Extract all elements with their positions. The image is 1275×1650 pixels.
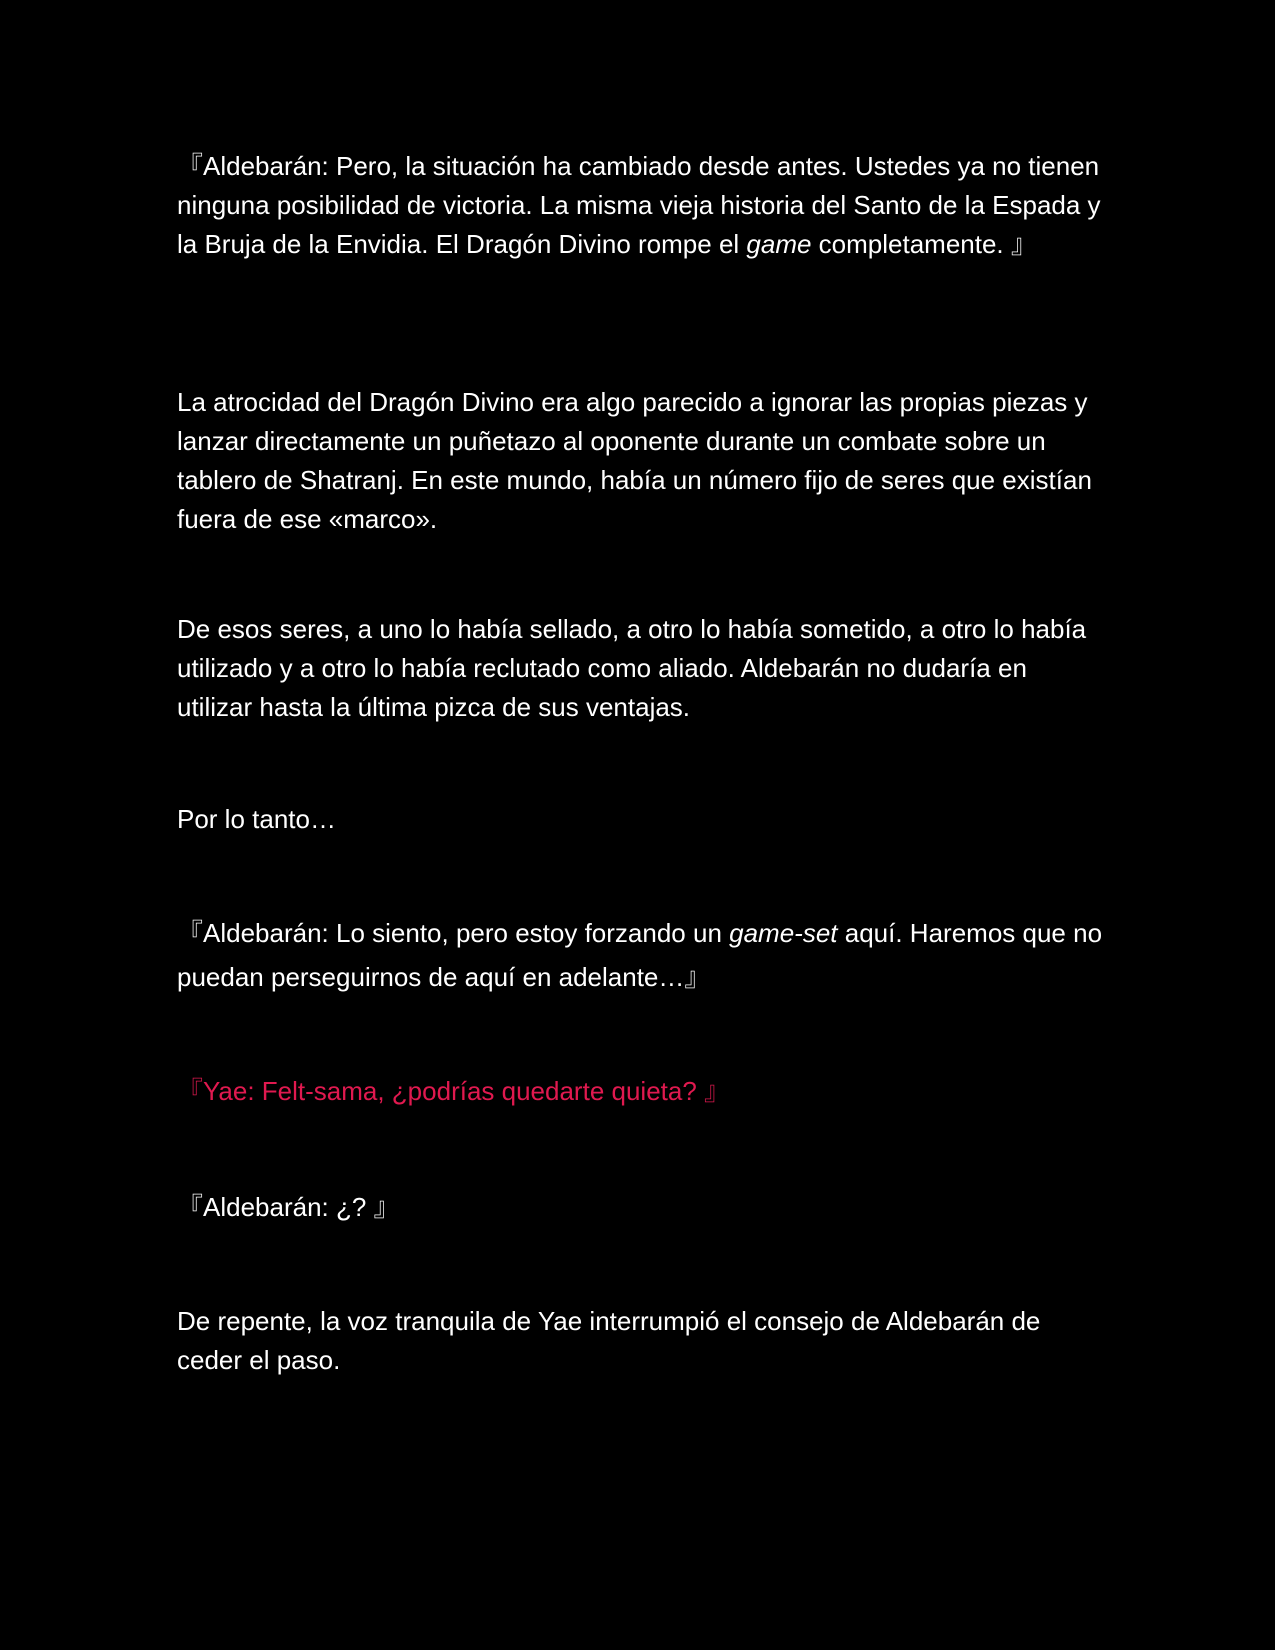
dialogue-text: completamente. 』 (811, 229, 1037, 259)
italic-term: game (746, 229, 812, 259)
narration-paragraph: Por lo tanto… (177, 804, 336, 834)
dialogue-yae: 『Yae: Felt-sama, ¿podrías quedarte quieta? 』 (177, 1076, 731, 1106)
dialogue-text: 『Aldebarán: Pero, la situación ha cambiado desde antes. Ustedes ya no tienen ninguna posibilidad de victoria. La misma vieja historia del Santo de la Espada y la Bruja de la Envidia. El Dragón Divino rompe el (177, 151, 1101, 259)
dialogue-aldebaran-2 (177, 911, 1107, 999)
italic-term: game-set (729, 918, 838, 948)
dialogue-aldebaran-3: 『Aldebarán: ¿? 』 (177, 1192, 400, 1222)
dialogue-text: 『Aldebarán: Lo siento, pero estoy forzando un (177, 918, 730, 948)
narration-paragraph: De esos seres, a uno lo había sellado, a otro lo había sometido, a otro lo había utilizado y a otro lo había reclutado como aliado. Aldebarán no dudaría en utilizar hasta la última pizca de sus ventajas. (177, 614, 1087, 722)
dialogue-aldebaran-1 (177, 147, 1107, 264)
dialogue-text: aquí. Haremos que no puedan perseguirnos de aquí en adelante…』 (177, 918, 1103, 992)
narration-paragraph: La atrocidad del Dragón Divino era algo parecido a ignorar las propias piezas y lanzar directamente un puñetazo al oponente durante un combate sobre un tablero de Shatranj. En este mundo, había un número fijo de seres que existían fuera de ese «marco». (177, 387, 1092, 534)
narration-paragraph: De repente, la voz tranquila de Yae interrumpió el consejo de Aldebarán de ceder el paso. (177, 1306, 1041, 1375)
